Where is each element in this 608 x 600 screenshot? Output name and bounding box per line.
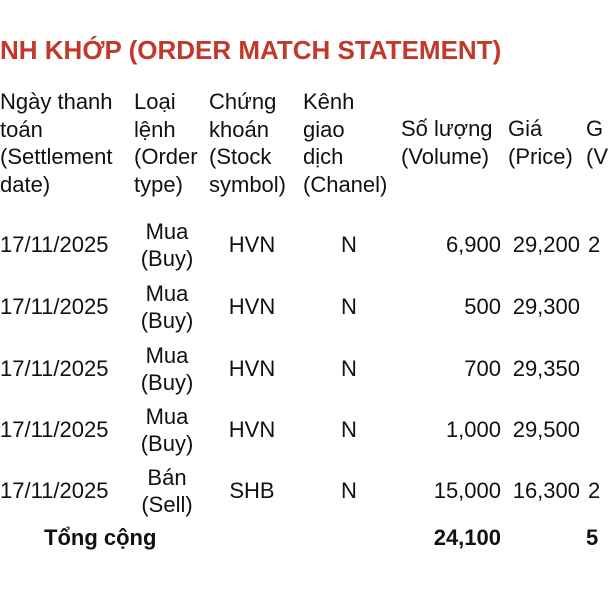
row-price: 29,200	[512, 232, 580, 257]
total-volume: 24,100	[433, 525, 501, 550]
row-volume: 500	[464, 294, 501, 319]
row-price: 16,300	[512, 478, 580, 503]
row-order-type-en: (Buy)	[140, 246, 194, 271]
row-settlement-date: 17/11/2025	[0, 417, 109, 442]
row-channel: N	[341, 356, 357, 381]
row-settlement-date: 17/11/2025	[0, 478, 109, 503]
row-volume: 700	[464, 356, 501, 381]
row-channel: N	[341, 232, 357, 257]
row-settlement-date: 17/11/2025	[0, 356, 109, 381]
row-value-partial: 2	[588, 478, 601, 503]
row-price: 29,300	[512, 294, 580, 319]
row-volume: 15,000	[433, 478, 501, 503]
row-stock-symbol: HVN	[228, 356, 276, 381]
row-order-type-vn: Mua	[145, 343, 189, 368]
header-stock-symbol: Chứng khoán (Stock symbol)	[209, 89, 287, 197]
row-order-type-vn: Bán	[147, 465, 187, 490]
row-order-type-en: (Buy)	[140, 431, 194, 456]
row-channel: N	[341, 294, 357, 319]
header-price: Giá (Price)	[508, 116, 573, 169]
row-order-type-en: (Buy)	[140, 308, 194, 333]
row-channel: N	[341, 417, 357, 442]
row-channel: N	[341, 478, 357, 503]
row-volume: 6,900	[445, 232, 501, 257]
row-stock-symbol: HVN	[228, 232, 276, 257]
row-price: 29,350	[512, 356, 580, 381]
header-settlement-date: Ngày thanh toán (Settlement date)	[0, 89, 113, 197]
header-order-type: Loại lệnh (Order type)	[134, 89, 198, 197]
row-volume: 1,000	[445, 417, 501, 442]
row-settlement-date: 17/11/2025	[0, 294, 109, 319]
row-stock-symbol: SHB	[229, 478, 275, 503]
row-price: 29,500	[512, 417, 580, 442]
row-order-type-vn: Mua	[145, 219, 189, 244]
row-order-type-vn: Mua	[145, 281, 189, 306]
row-order-type-en: (Sell)	[141, 492, 193, 517]
row-settlement-date: 17/11/2025	[0, 232, 109, 257]
statement-title: NH KHỚP (ORDER MATCH STATEMENT)	[0, 35, 502, 65]
header-value: G (V	[586, 116, 608, 169]
total-value-partial: 5	[586, 525, 599, 550]
row-stock-symbol: HVN	[228, 417, 276, 442]
header-volume: Số lượng (Volume)	[401, 116, 493, 169]
total-label: Tổng cộng	[44, 525, 157, 550]
row-order-type-vn: Mua	[145, 404, 189, 429]
row-stock-symbol: HVN	[228, 294, 276, 319]
header-channel: Kênh giao dịch (Chanel)	[303, 89, 388, 197]
row-value-partial: 2	[588, 232, 601, 257]
row-order-type-en: (Buy)	[140, 370, 194, 395]
